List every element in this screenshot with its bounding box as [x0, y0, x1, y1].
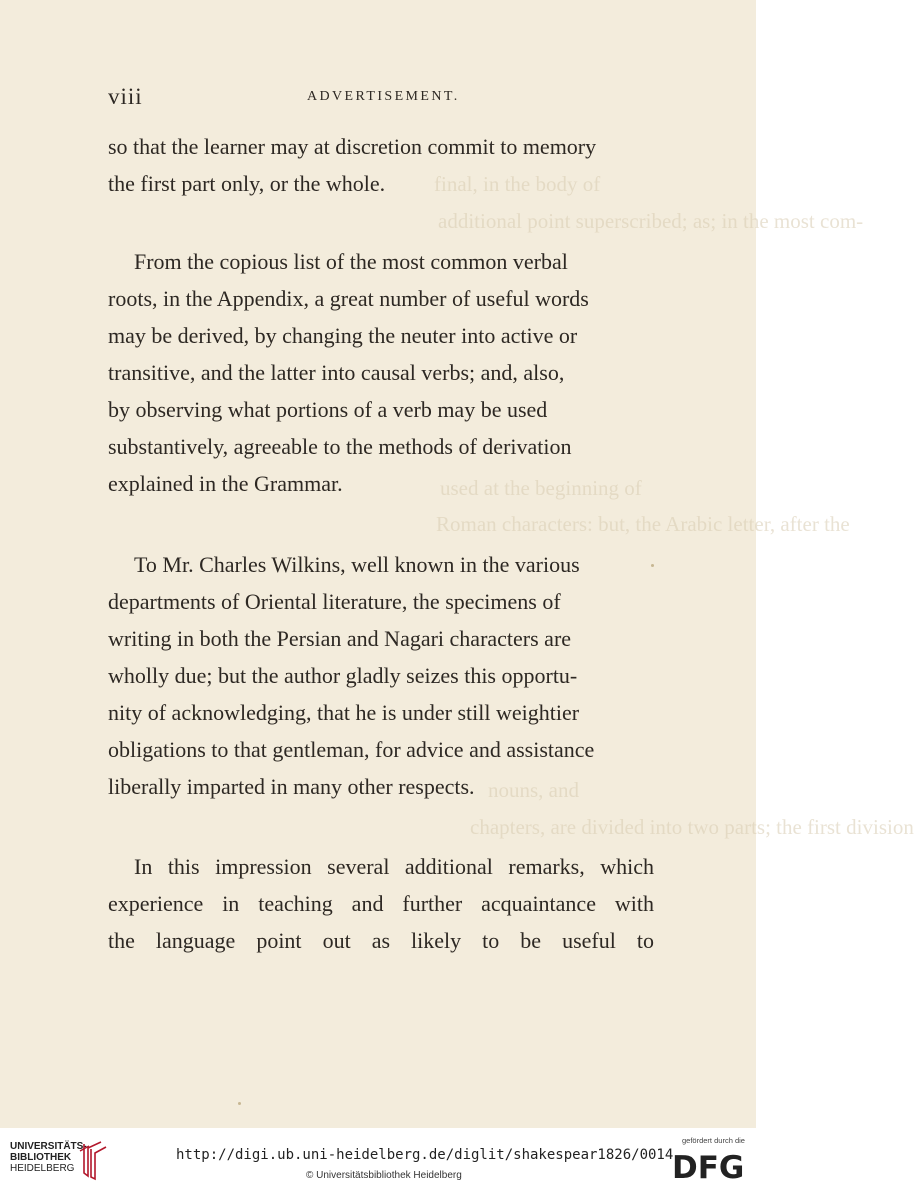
- paragraph-4: [108, 848, 654, 959]
- text-line: liberally imparted in many other respects.: [108, 774, 475, 799]
- show-through-text: final, in the body of: [434, 172, 601, 196]
- permalink-url[interactable]: http://digi.ub.uni-heidelberg.de/diglit/shakespear1826/0014: [176, 1147, 674, 1163]
- text-line: obligations to that gentleman, for advice and assistance: [108, 737, 595, 762]
- dfg-logo-icon: [672, 1150, 746, 1186]
- text-line: explained in the Grammar.: [108, 471, 343, 496]
- text-line: roots, in the Appendix, a great number of useful words: [108, 286, 589, 311]
- paragraph-1: [108, 128, 654, 202]
- text-line: transitive, and the latter into causal verbs; and, also,: [108, 360, 565, 385]
- show-through-text: chapters, are divided into two parts; the first division: [470, 815, 914, 839]
- text-line: nity of acknowledging, that he is under still weightier: [108, 700, 580, 725]
- library-footer: [0, 1128, 756, 1192]
- library-name: [10, 1141, 87, 1174]
- text-line: In this impression several additional remarks, which: [134, 854, 654, 879]
- copyright-notice: © Universitätsbibliothek Heidelberg: [306, 1170, 462, 1181]
- show-through-text: additional point superscribed; as; in the most com-: [438, 209, 864, 233]
- text-line: so that the learner may at discretion commit to memory: [108, 134, 597, 159]
- running-header: [0, 84, 756, 108]
- show-through-text: Roman characters: but, the Arabic letter, after the: [436, 512, 850, 536]
- text-line: may be derived, by changing the neuter into active or: [108, 323, 578, 348]
- text-line: the language point out as likely to be useful to: [108, 928, 654, 953]
- text-line: substantively, agreeable to the methods of derivation: [108, 434, 572, 459]
- show-through-text: used at the beginning of: [440, 476, 642, 500]
- text-line: the first part only, or the whole.: [108, 171, 386, 196]
- text-line: To Mr. Charles Wilkins, well known in the various: [134, 552, 580, 577]
- paper-speck: [238, 1102, 241, 1105]
- text-line: experience in teaching and further acquaintance with: [108, 891, 654, 916]
- page-number: viii: [108, 84, 143, 109]
- text-line: writing in both the Persian and Nagari characters are: [108, 626, 572, 651]
- library-name-line: BIBLIOTHEK: [10, 1152, 72, 1163]
- funding-note: gefördert durch die: [682, 1136, 745, 1145]
- running-title: ADVERTISEMENT.: [307, 89, 460, 104]
- library-name-line: UNIVERSITÄTS-: [10, 1141, 87, 1152]
- library-logo-icon: [78, 1139, 108, 1179]
- text-line: by observing what portions of a verb may be used: [108, 397, 548, 422]
- paragraph-2: [108, 243, 654, 502]
- text-line: departments of Oriental literature, the specimens of: [108, 589, 561, 614]
- paragraph-3: [108, 546, 654, 805]
- text-line: From the copious list of the most common verbal: [134, 249, 568, 274]
- show-through-text: nouns, and: [488, 778, 579, 802]
- text-line: wholly due; but the author gladly seizes this opportu-: [108, 663, 578, 688]
- library-name-line: HEIDELBERG: [10, 1163, 75, 1174]
- dfg-logo-text: DFG: [672, 1150, 745, 1186]
